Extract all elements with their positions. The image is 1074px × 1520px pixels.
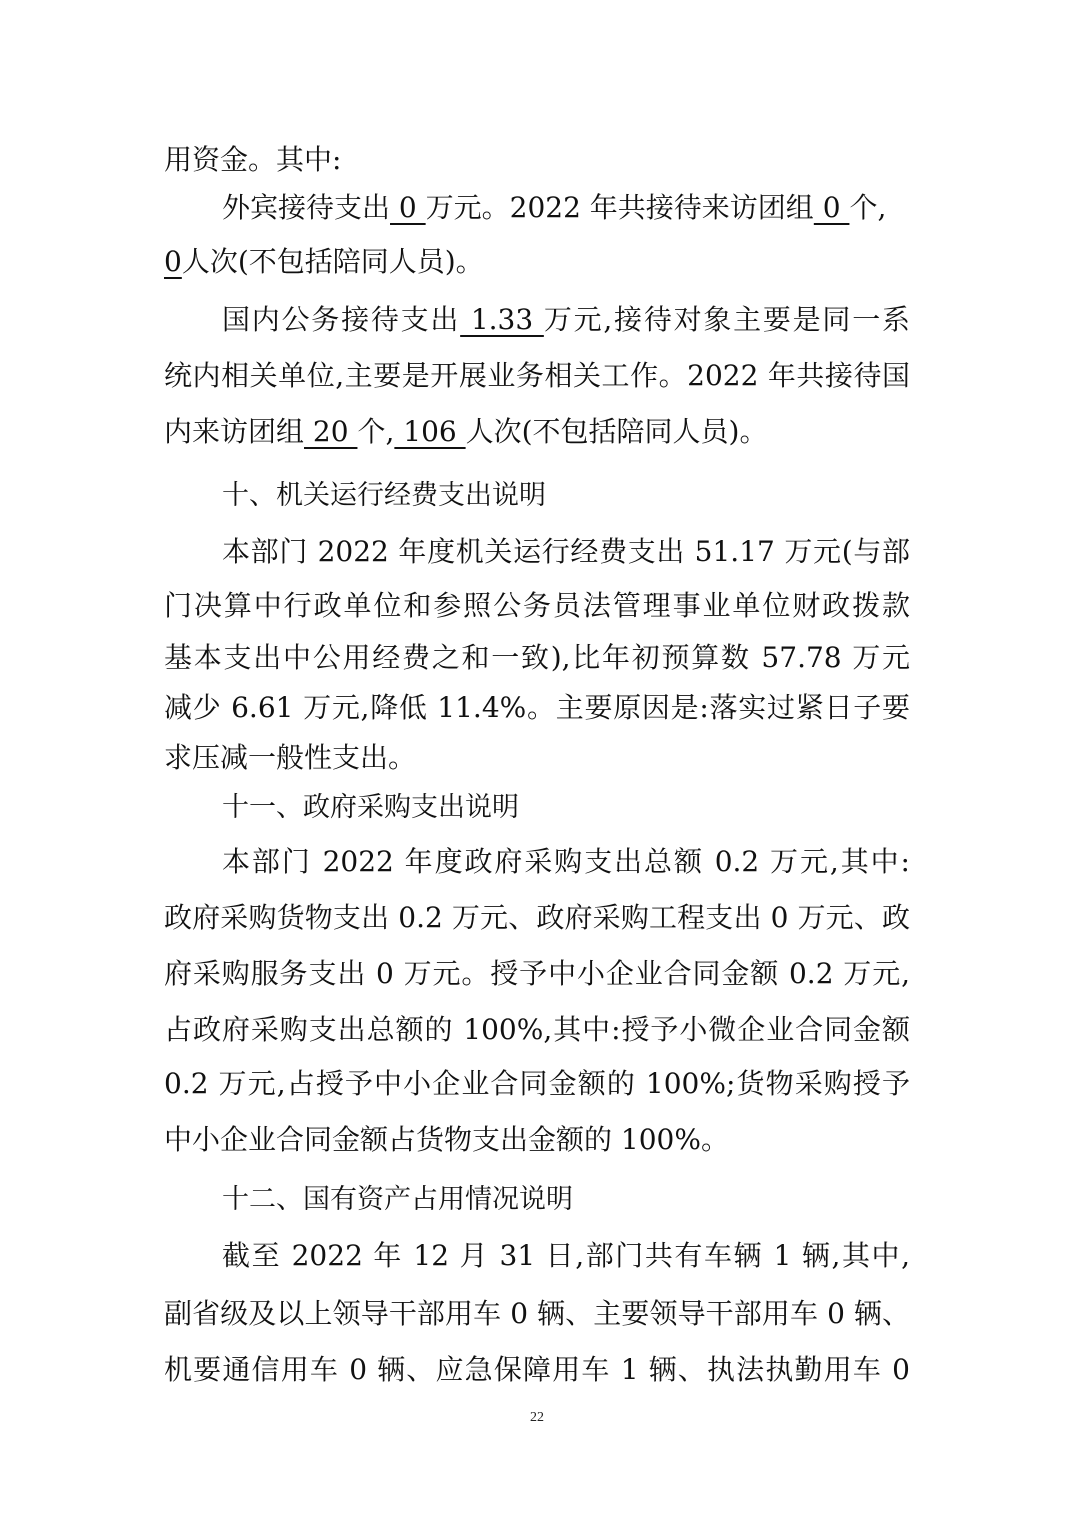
- paragraph-line: 求压减一般性支出。: [164, 741, 417, 774]
- paragraph-line: 用资金。其中:: [164, 143, 342, 176]
- paragraph-line: 副省级及以上领导干部用车 0 辆、主要领导干部用车 0 辆、: [164, 1297, 910, 1330]
- paragraph-line: 占政府采购支出总额的 100%,其中:授予小微企业合同金额: [164, 1013, 910, 1046]
- underlined-value: 1.33: [460, 303, 544, 336]
- text-run: 个,: [849, 191, 887, 224]
- underlined-value: 106: [394, 415, 466, 448]
- text-run: 外宾接待支出: [222, 191, 391, 224]
- paragraph-line: 机要通信用车 0 辆、应急保障用车 1 辆、执法执勤用车 0: [164, 1353, 910, 1386]
- paragraph-line: [222, 298, 910, 342]
- underlined-value: 0: [813, 191, 850, 224]
- paragraph-line: [164, 410, 910, 454]
- paragraph-line: [222, 186, 910, 230]
- paragraph-line: 政府采购货物支出 0.2 万元、政府采购工程支出 0 万元、政: [164, 901, 910, 934]
- paragraph-line: 门决算中行政单位和参照公务员法管理事业单位财政拨款: [164, 589, 910, 622]
- underlined-value: 0: [390, 191, 426, 224]
- section-heading: 十一、政府采购支出说明: [222, 792, 519, 823]
- text-run: 内来访团组: [164, 415, 305, 448]
- text-run: 个,: [357, 415, 395, 448]
- paragraph-line: 中小企业合同金额占货物支出金额的 100%。: [164, 1123, 729, 1156]
- text-run: 万元,接待对象主要是同一系: [543, 303, 910, 336]
- underlined-value: 0: [164, 245, 182, 278]
- paragraph-line: 府采购服务支出 0 万元。授予中小企业合同金额 0.2 万元,: [164, 957, 910, 990]
- page-number: 22: [530, 1410, 544, 1425]
- paragraph-line: 0.2 万元,占授予中小企业合同金额的 100%;货物采购授予: [164, 1067, 910, 1100]
- paragraph-line: [164, 240, 910, 284]
- text-run: 人次(不包括陪同人员)。: [181, 245, 484, 278]
- paragraph-line: 本部门 2022 年度机关运行经费支出 51.17 万元(与部: [222, 535, 910, 568]
- section-heading: 十二、国有资产占用情况说明: [222, 1184, 573, 1215]
- paragraph-line: 基本支出中公用经费之和一致),比年初预算数 57.78 万元: [164, 641, 910, 674]
- text-run: 万元。2022 年共接待来访团组: [425, 191, 814, 224]
- text-run: 国内公务接待支出: [222, 303, 461, 336]
- paragraph-line: 截至 2022 年 12 月 31 日,部门共有车辆 1 辆,其中,: [222, 1239, 910, 1272]
- underlined-value: 20: [304, 415, 358, 448]
- section-heading: 十、机关运行经费支出说明: [222, 480, 546, 511]
- text-run: 人次(不包括陪同人员)。: [465, 415, 768, 448]
- paragraph-line: 减少 6.61 万元,降低 11.4%。主要原因是:落实过紧日子要: [164, 691, 910, 724]
- paragraph-line: 本部门 2022 年度政府采购支出总额 0.2 万元,其中:: [222, 845, 910, 878]
- paragraph-line: 统内相关单位,主要是开展业务相关工作。2022 年共接待国: [164, 359, 910, 392]
